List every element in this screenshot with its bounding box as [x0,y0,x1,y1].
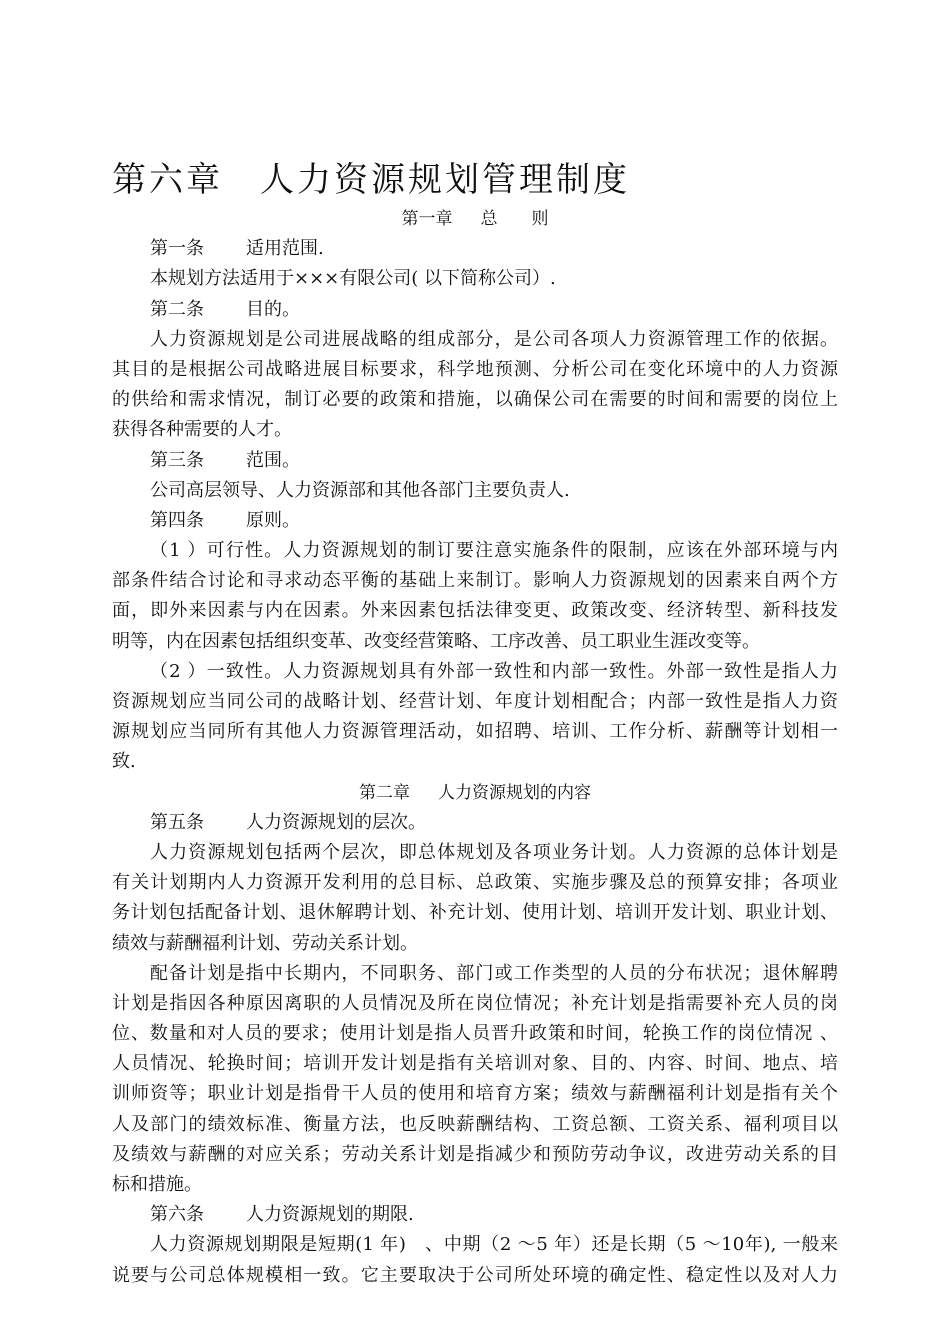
article-4 [112,506,838,536]
article-title: 范围。 [246,449,300,471]
article-label: 第五条 [150,811,204,833]
paragraph-line: 绩效与薪酬福利计划、劳动关系计划。 [112,932,418,954]
article-2 [112,295,838,325]
paragraph-line: 人及部门的绩效标准、衡量方法，也反映薪酬结构、工资总额、工资关系、福利项目以 [112,1113,838,1135]
chapter-heading-1 [112,204,838,234]
paragraph-line: 配备计划是指中长期内，不同职务、部门或工作类型的人员的分布状况；退休解聘 [150,962,838,984]
chapter-name: 总 则 [480,209,549,229]
paragraph-line: 明等，内在因素包括组织变革、改变经营策略、工序改善、员工职业生涯改变等。 [112,630,760,652]
paragraph-line: 人力资源规划是公司进展战略的组成部分，是公司各项人力资源管理工作的依据。 [150,328,838,350]
chapter-label: 第一章 [401,209,453,229]
article-title: 目的。 [246,298,300,320]
paragraph-line: 资源规划应当同公司的战略计划、经营计划、年度计划相配合；内部一致性是指人力资 [112,691,838,712]
article-1 [112,234,838,264]
paragraph-line: 位、数量和对人员的要求；使用计划是指人员晋升政策和时间，轮换工作的岗位情况 、 [112,1023,838,1045]
paragraph-line: （2 ）一致性。人力资源规划具有外部一致性和内部一致性。外部一致性是指人力 [150,660,838,682]
paragraph-line: 人员情况、轮换时间；培训开发计划是指有关培训对象、目的、内容、时间、地点、培 [112,1053,838,1075]
paragraph-line: 人力资源规划包括两个层次，即总体规划及各项业务计划。人力资源的总体计划是 [150,841,838,863]
paragraph-line: （1 ）可行性。人力资源规划的制订要注意实施条件的限制，应该在外部环境与内 [150,540,838,562]
article-label: 第六条 [150,1204,204,1226]
article-label: 第一条 [150,238,204,260]
paragraph-line: 务计划包括配备计划、退休解聘计划、补充计划、使用计划、培训开发计划、职业计划、 [112,902,838,924]
paragraph-line: 有关计划期内人力资源开发利用的总目标、总政策、实施步骤及总的预算安排；各项业 [112,872,838,894]
article-label: 第二条 [150,298,204,320]
paragraph-line: 其目的是根据公司战略进展目标要求，科学地预测、分析公司在变化环境中的人力资源 [112,358,838,380]
paragraph-line: 说要与公司总体规模相一致。它主要取决于公司所处环境的确定性、稳定性以及对人力 [112,1264,838,1286]
article-title: 适用范围. [246,238,324,260]
article-title: 人力资源规划的层次。 [246,811,426,833]
paragraph-line: 致. [112,751,136,773]
paragraph-line: 及绩效与薪酬的对应关系；劳动关系计划是指减少和预防劳动争议，改进劳动关系的目 [112,1143,838,1165]
paragraph-line: 标和措施。 [112,1174,202,1195]
document-body [112,204,838,1291]
article-title: 原则。 [246,509,300,531]
article-title: 人力资源规划的期限. [246,1204,414,1226]
chapter-heading-2 [112,778,838,808]
article-3 [112,446,838,476]
paragraph-line: 训师资等；职业计划是指骨干人员的使用和培育方案；绩效与薪酬福利计划是指有关个 [112,1083,838,1105]
article-6 [112,1200,838,1230]
document-title: 第六章 人力资源规划管理制度 [112,160,630,200]
paragraph-line: 源规划应当同所有其他人力资源管理活动，如招聘、培训、工作分析、薪酬等计划相一 [112,721,838,743]
paragraph-line: 面，即外来因素与内在因素。外来因素包括法律变更、政策改变、经济转型、新科技发 [112,600,838,622]
paragraph-line: 的供给和需求情况，制订必要的政策和措施，以确保公司在需要的时间和需要的岗位上 [112,389,838,411]
chapter-name: 人力资源规划的内容 [438,782,591,803]
paragraph-line: 获得各种需要的人才。 [112,419,292,441]
paragraph-line: 计划是指因各种原因离职的人员情况及所在岗位情况；补充计划是指需要补充人员的岗 [112,992,838,1014]
article-label: 第三条 [150,449,204,471]
paragraph-line: 公司高层领导、人力资源部和其他各部门主要负责人. [150,479,570,501]
article-5 [112,808,838,838]
chapter-label: 第二章 [359,782,410,803]
paragraph-line: 本规划方法适用于×××有限公司( 以下简称公司）. [150,268,556,290]
paragraph-line: 部条件结合讨论和寻求动态平衡的基础上来制订。影响人力资源规划的因素来自两个方 [112,570,838,592]
article-label: 第四条 [150,509,204,531]
paragraph-line: 人力资源规划期限是短期(1 年) 、中期（2 ～5 年）还是长期（5 ～10年), 一般来 [150,1234,838,1256]
